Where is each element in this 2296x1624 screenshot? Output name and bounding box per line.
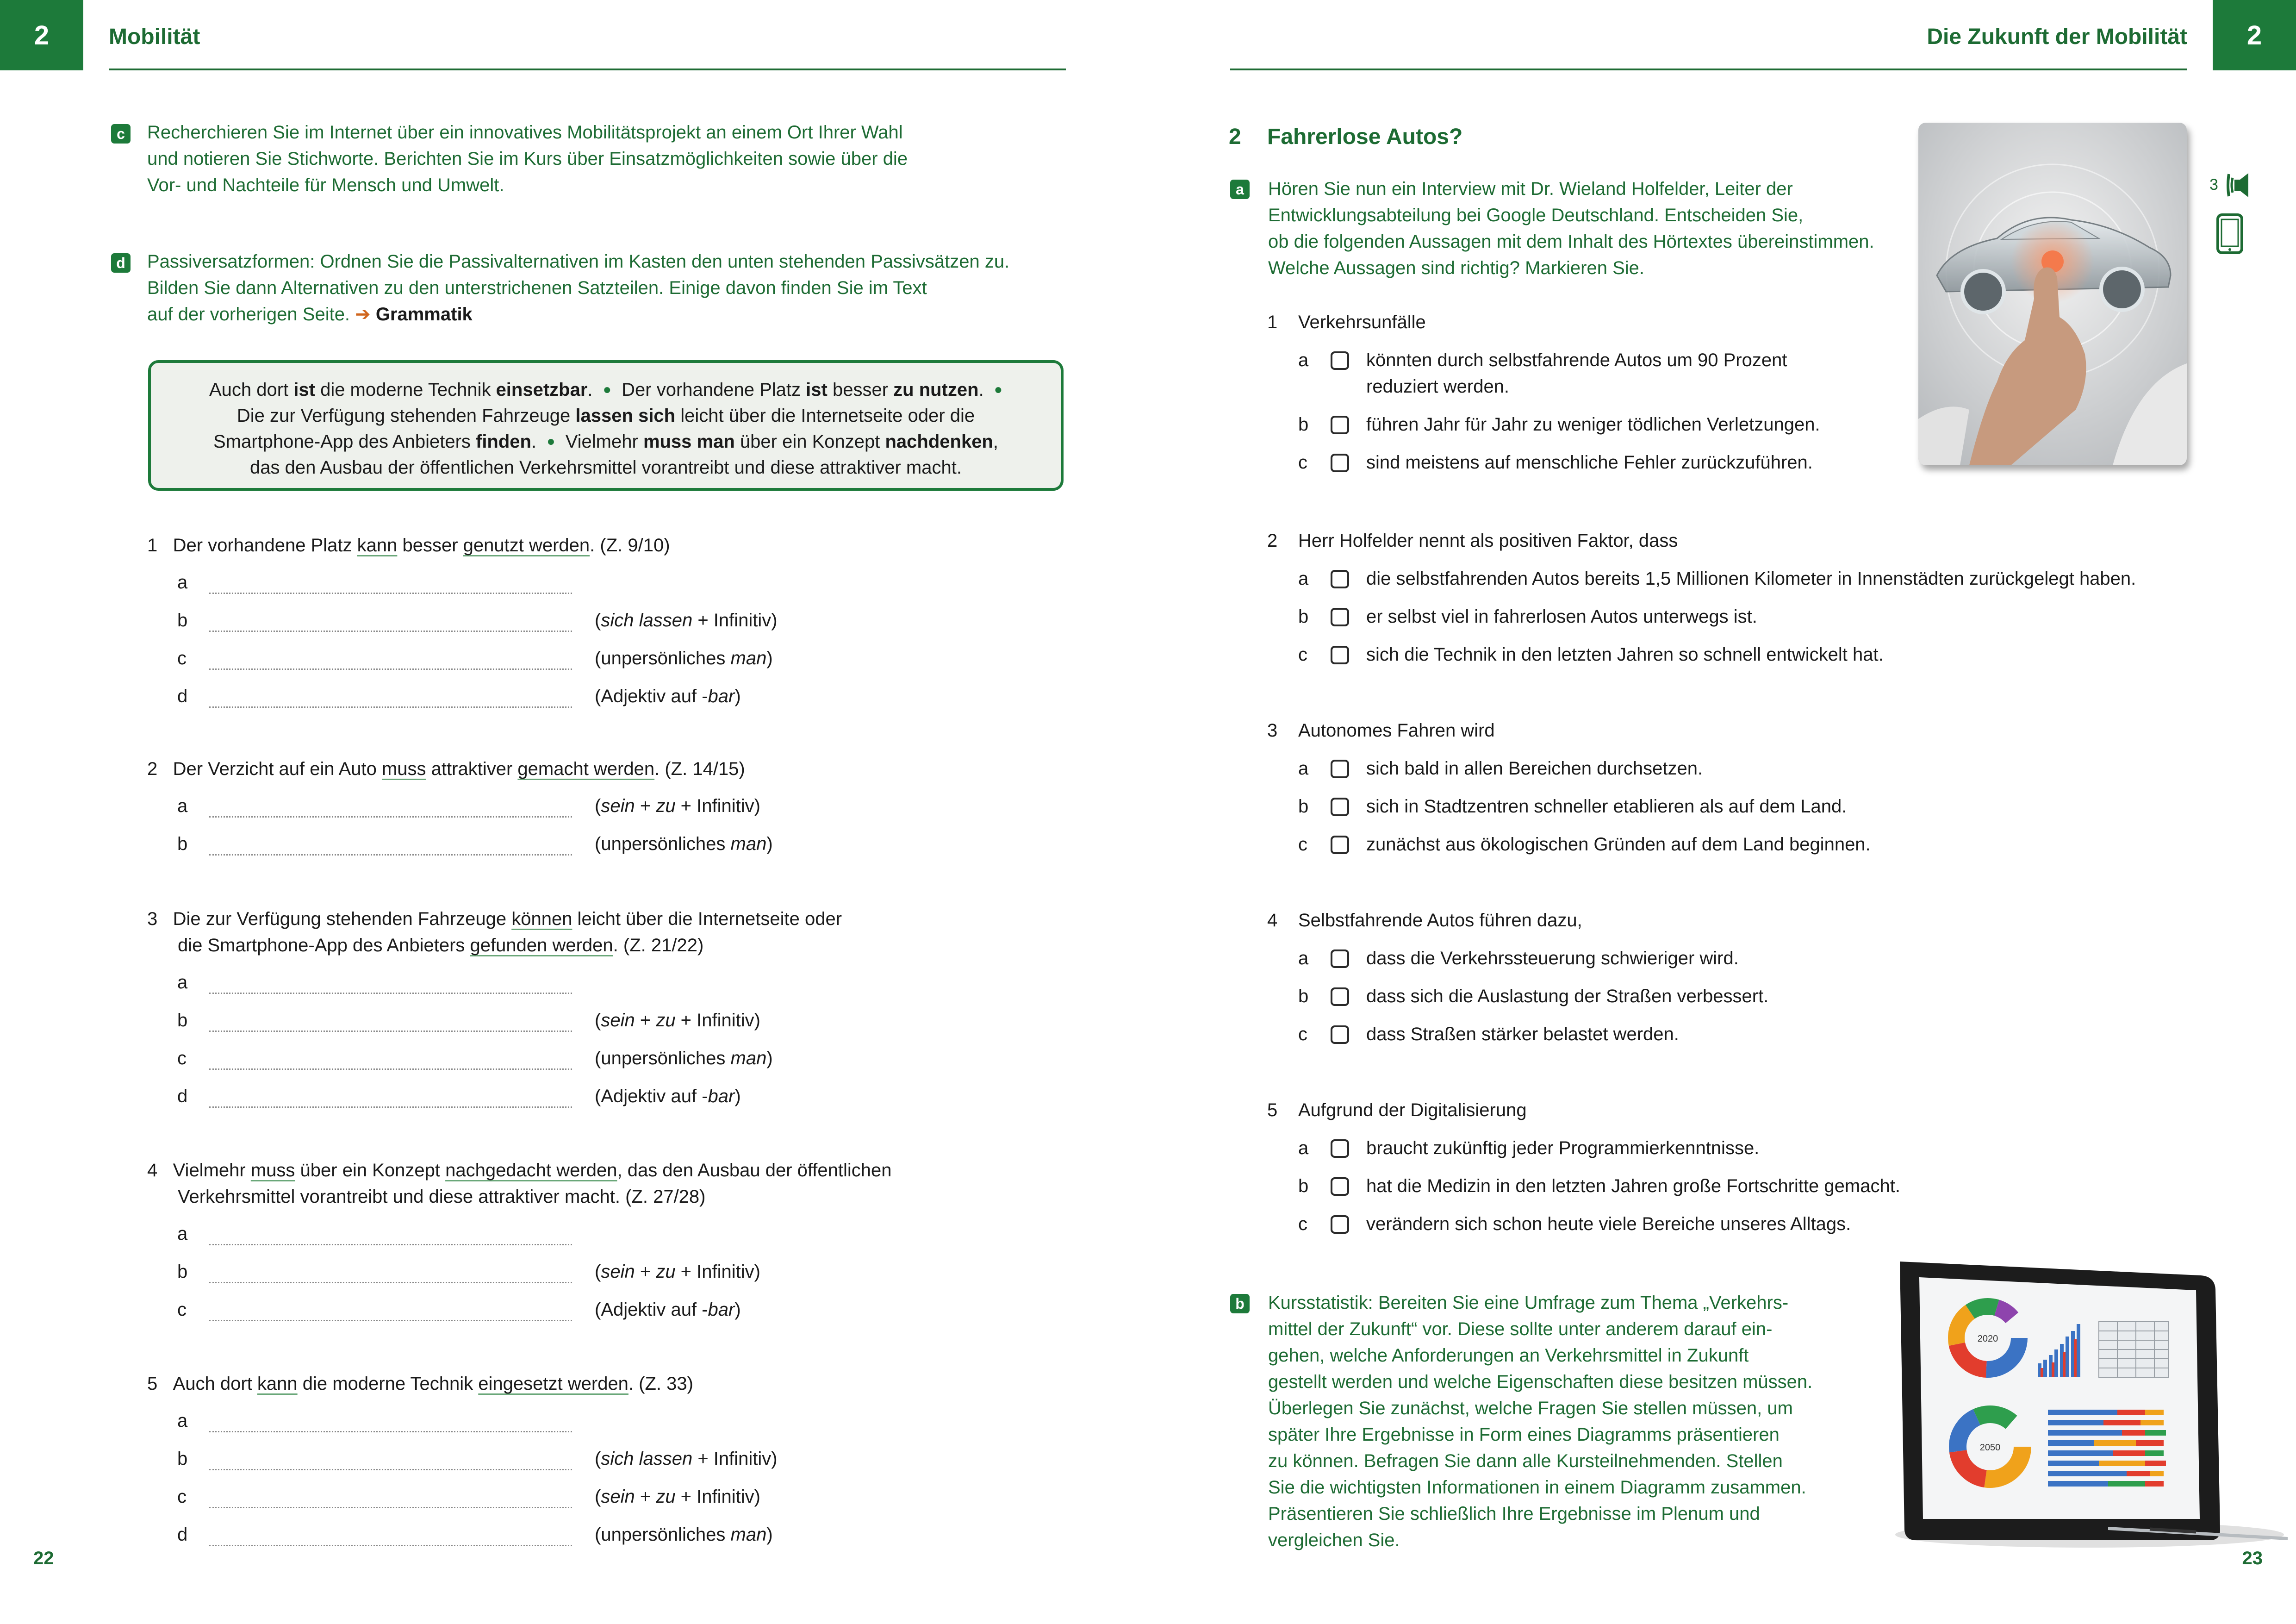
- donut-label-2050: 2050: [1979, 1443, 2001, 1453]
- option-text: [1366, 1211, 1851, 1237]
- answer-checkbox[interactable]: [1331, 760, 1349, 778]
- hint-text: (unpersönliches man): [595, 648, 773, 668]
- answer-checkbox[interactable]: [1331, 987, 1349, 1006]
- option-text-line: dass sich die Auslastung der Straßen verbessert.: [1366, 986, 1769, 1006]
- header-rule-left: [109, 69, 1066, 70]
- question-stem: Aufgrund der Digitalisierung: [1298, 1100, 1527, 1120]
- answer-checkbox[interactable]: [1331, 1177, 1349, 1196]
- exercise-4-sentence: 4 Vielmehr muss über ein Konzept nachgedacht werden, das den Ausbau der öffentlichen Verkehrsmittel vorantreibt und diese attraktiver macht. (Z. 27/28): [147, 1160, 892, 1207]
- instruction-line: und notieren Sie Stichworte. Berichten Sie im Kurs über Einsatzmöglichkeiten sowie über die: [147, 149, 908, 169]
- task-badge-c: c: [111, 124, 131, 144]
- track-number: 3: [2209, 176, 2218, 194]
- chapter-number-left: [0, 0, 83, 70]
- hint-text: (unpersönliches man): [595, 834, 773, 854]
- answer-letter: c: [177, 648, 187, 668]
- tablet-statistics-illustration: [1891, 1257, 2289, 1558]
- option-text-line: braucht zukünftig jeder Programmierkenntnisse.: [1366, 1138, 1760, 1158]
- option-text: [1366, 450, 1813, 476]
- answer-letter: a: [177, 1224, 188, 1244]
- option-text-line: sich in Stadtzentren schneller etablieren als auf dem Land.: [1366, 796, 1847, 817]
- answer-letter: c: [177, 1487, 187, 1507]
- answer-line[interactable]: [209, 1068, 572, 1070]
- instruction-line: Überlegen Sie zunächst, welche Fragen Sie stellen müssen, um: [1268, 1398, 1793, 1418]
- answer-line[interactable]: [209, 1282, 572, 1283]
- hint-text: (sein + zu + Infinitiv): [595, 1487, 760, 1507]
- option-letter: a: [1298, 350, 1309, 370]
- answer-checkbox[interactable]: [1331, 608, 1349, 626]
- answer-line[interactable]: [209, 1507, 572, 1508]
- instruction-line: Sie die wichtigsten Informationen in einem Diagramm zusammen.: [1268, 1477, 1806, 1498]
- answer-letter: a: [177, 796, 188, 816]
- answer-letter: d: [177, 1524, 188, 1545]
- question-number: 4: [1267, 910, 1278, 931]
- question-stem: Verkehrsunfälle: [1298, 312, 1426, 332]
- arrow-right-icon: ➔: [355, 304, 371, 325]
- option-text-line: könnten durch selbstfahrende Autos um 90 Prozent: [1366, 350, 1787, 370]
- option-letter: a: [1298, 568, 1309, 589]
- instruction-line: Kursstatistik: Bereiten Sie eine Umfrage zum Thema „Verkehrs-: [1268, 1293, 1789, 1313]
- answer-letter: b: [177, 1449, 188, 1469]
- hint-text: (Adjektiv auf -bar): [595, 1299, 741, 1320]
- instruction-line: Passiversatzformen: Ordnen Sie die Passivalternativen im Kasten den unten stehenden Passivsätzen zu.: [147, 251, 1010, 272]
- hint-text: (sich lassen + Infinitiv): [595, 610, 778, 631]
- option-text: [1366, 945, 1739, 972]
- task-b-instruction: [1268, 1290, 1812, 1554]
- answer-line[interactable]: [209, 1244, 572, 1245]
- exercise-2-sentence: 2 Der Verzicht auf ein Auto muss attraktiver gemacht werden. (Z. 14/15): [147, 759, 745, 779]
- instruction-line: Präsentieren Sie schließlich Ihre Ergebnisse im Plenum und: [1268, 1504, 1760, 1524]
- option-letter: c: [1298, 1214, 1307, 1234]
- exercise-1-sentence: 1 Der vorhandene Platz kann besser genutzt werden. (Z. 9/10): [147, 535, 670, 556]
- option-text-line: sind meistens auf menschliche Fehler zurückzuführen.: [1366, 452, 1813, 473]
- answer-line[interactable]: [209, 993, 572, 994]
- answer-line[interactable]: [209, 1320, 572, 1321]
- chapter-title-right: Die Zukunft der Mobilität: [1927, 25, 2187, 49]
- instruction-line: gestellt werden und welche Eigenschaften diese besitzen müssen.: [1268, 1372, 1813, 1392]
- question-number: 1: [1267, 312, 1278, 332]
- task-badge-d: d: [111, 253, 131, 273]
- chapter-number-text: 2: [34, 20, 50, 50]
- task-badge-b: b: [1230, 1294, 1250, 1313]
- answer-checkbox[interactable]: [1331, 836, 1349, 854]
- answer-checkbox[interactable]: [1331, 351, 1349, 370]
- instruction-line: vergleichen Sie.: [1268, 1530, 1400, 1550]
- grammar-box-line: das den Ausbau der öffentlichen Verkehrsmittel vorantreibt und diese attraktiver macht.: [250, 457, 962, 478]
- hint-text: (unpersönliches man): [595, 1524, 773, 1545]
- option-text-line: dass Straßen stärker belastet werden.: [1366, 1024, 1679, 1044]
- option-letter: c: [1298, 644, 1307, 665]
- instruction-line: Vor- und Nachteile für Mensch und Umwelt.: [147, 175, 504, 195]
- answer-line[interactable]: [209, 1431, 572, 1432]
- instruction-line: auf der vorherigen Seite. ➔ Grammatik: [147, 304, 473, 325]
- option-text: [1366, 412, 1820, 438]
- answer-line[interactable]: [209, 854, 572, 856]
- answer-checkbox[interactable]: [1331, 646, 1349, 664]
- option-text: [1366, 793, 1847, 820]
- option-text-line: hat die Medizin in den letzten Jahren große Fortschritte gemacht.: [1366, 1176, 1900, 1196]
- answer-letter: c: [177, 1299, 187, 1320]
- answer-checkbox[interactable]: [1331, 1139, 1349, 1158]
- speaker-icon[interactable]: [2226, 172, 2263, 200]
- question-number: 2: [1267, 531, 1278, 551]
- option-letter: a: [1298, 1138, 1309, 1158]
- grammar-box-line: Die zur Verfügung stehenden Fahrzeuge lassen sich leicht über die Internetseite oder die: [236, 406, 975, 426]
- instruction-line: Bilden Sie dann Alternativen zu den unterstrichenen Satzteilen. Einige davon finden Sie im Text: [147, 278, 927, 298]
- hint-text: (unpersönliches man): [595, 1048, 773, 1068]
- grammar-box: [148, 360, 1064, 491]
- instruction-line: Welche Aussagen sind richtig? Markieren Sie.: [1268, 258, 1645, 278]
- question-stem: Herr Holfelder nennt als positiven Faktor, dass: [1298, 531, 1678, 551]
- instruction-line: Entwicklungsabteilung bei Google Deutschland. Entscheiden Sie,: [1268, 205, 1804, 225]
- option-text-line: dass die Verkehrssteuerung schwieriger wird.: [1366, 948, 1739, 968]
- option-letter: c: [1298, 834, 1307, 855]
- hint-text: (sein + zu + Infinitiv): [595, 1262, 760, 1282]
- answer-line[interactable]: [209, 706, 572, 708]
- option-letter: b: [1298, 606, 1309, 627]
- task-d-instruction: [147, 249, 1009, 328]
- answer-line[interactable]: [209, 1545, 572, 1546]
- option-text: [1366, 642, 1884, 668]
- answer-checkbox[interactable]: [1331, 416, 1349, 434]
- option-text-line: die selbstfahrenden Autos bereits 1,5 Millionen Kilometer in Innenstädten zurückgelegt haben.: [1366, 568, 2136, 589]
- answer-line[interactable]: [209, 668, 572, 670]
- option-letter: b: [1298, 796, 1309, 817]
- instruction-line: mittel der Zukunft“ vor. Diese sollte unter anderem darauf ein-: [1268, 1319, 1773, 1339]
- option-text-line: reduziert werden.: [1366, 376, 1510, 397]
- option-text: [1366, 756, 1703, 782]
- answer-letter: a: [177, 572, 188, 593]
- hint-text: (Adjektiv auf -bar): [595, 1086, 741, 1106]
- option-text-line: sich bald in allen Bereichen durchsetzen.: [1366, 758, 1703, 779]
- option-text-line: verändern sich schon heute viele Bereiche unseres Alltags.: [1366, 1214, 1851, 1234]
- option-letter: b: [1298, 1176, 1309, 1196]
- grammar-box-line: Smartphone-App des Anbieters finden. ● Vielmehr muss man über ein Konzept nachdenken,: [213, 431, 998, 452]
- option-text: [1366, 604, 1757, 630]
- answer-letter: a: [177, 972, 188, 993]
- answer-line[interactable]: [209, 816, 572, 818]
- option-text-line: führen Jahr für Jahr zu weniger tödlichen Verletzungen.: [1366, 414, 1820, 435]
- option-text: [1366, 347, 1787, 400]
- task-c-instruction: [147, 119, 908, 199]
- answer-line[interactable]: [209, 1469, 572, 1470]
- task-a-instruction: [1268, 176, 1874, 281]
- answer-letter: b: [177, 610, 188, 631]
- hint-text: (sein + zu + Infinitiv): [595, 1010, 760, 1031]
- answer-letter: d: [177, 686, 188, 706]
- exercise-2-title: Fahrerlose Autos?: [1267, 125, 1463, 149]
- option-letter: c: [1298, 452, 1307, 473]
- question-number: 3: [1267, 720, 1278, 741]
- header-rule-right: [1230, 69, 2187, 70]
- bullet-dot-icon: ●: [603, 382, 611, 397]
- option-letter: a: [1298, 948, 1309, 968]
- option-text: [1366, 831, 1871, 858]
- option-letter: a: [1298, 758, 1309, 779]
- answer-checkbox[interactable]: [1331, 1025, 1349, 1044]
- answer-letter: a: [177, 1411, 188, 1431]
- chapter-number-right: [2213, 0, 2296, 70]
- instruction-line: zu können. Befragen Sie dann alle Kursteilnehmenden. Stellen: [1268, 1451, 1783, 1471]
- option-text-line: zunächst aus ökologischen Gründen auf dem Land beginnen.: [1366, 834, 1871, 855]
- hologram-car-illustration: [1918, 123, 2187, 465]
- answer-line[interactable]: [209, 1031, 572, 1032]
- instruction-line: ob die folgenden Aussagen mit dem Inhalt des Hörtextes übereinstimmen.: [1268, 231, 1874, 252]
- grammar-reference-link[interactable]: Grammatik: [375, 304, 473, 325]
- answer-checkbox[interactable]: [1331, 454, 1349, 472]
- answer-letter: d: [177, 1086, 188, 1106]
- task-badge-a: a: [1230, 180, 1250, 199]
- instruction-line: Recherchieren Sie im Internet über ein innovatives Mobilitätsprojekt an einem Ort Ihrer Wahl: [147, 122, 903, 143]
- bullet-dot-icon: ●: [547, 434, 555, 449]
- smartphone-icon[interactable]: [2216, 213, 2244, 257]
- bullet-dot-icon: ●: [994, 382, 1003, 397]
- answer-letter: b: [177, 1010, 188, 1031]
- option-text: [1366, 1135, 1759, 1162]
- question-stem: Autonomes Fahren wird: [1298, 720, 1495, 741]
- answer-checkbox[interactable]: [1331, 1215, 1349, 1234]
- option-text: [1366, 1021, 1679, 1048]
- option-letter: b: [1298, 986, 1309, 1006]
- grammar-box-line: Auch dort ist die moderne Technik einsetzbar. ● Der vorhandene Platz ist besser zu nutzen. ●: [209, 380, 1003, 400]
- answer-letter: b: [177, 834, 188, 854]
- hint-text: (sein + zu + Infinitiv): [595, 796, 760, 816]
- chapter-title-left: Mobilität: [109, 25, 200, 49]
- answer-checkbox[interactable]: [1331, 949, 1349, 968]
- option-letter: c: [1298, 1024, 1307, 1044]
- option-text: [1366, 566, 2136, 592]
- chapter-number-text: 2: [2246, 20, 2262, 50]
- option-letter: b: [1298, 414, 1309, 435]
- instruction-line: Hören Sie nun ein Interview mit Dr. Wieland Holfelder, Leiter der: [1268, 179, 1793, 199]
- answer-line[interactable]: [209, 631, 572, 632]
- answer-checkbox[interactable]: [1331, 798, 1349, 816]
- answer-letter: c: [177, 1048, 187, 1068]
- option-text-line: sich die Technik in den letzten Jahren so schnell entwickelt hat.: [1366, 644, 1884, 665]
- instruction-line: gehen, welche Anforderungen an Verkehrsmittel in Zukunft: [1268, 1345, 1749, 1366]
- option-text: [1366, 1173, 1900, 1199]
- answer-line[interactable]: [209, 1106, 572, 1108]
- page-number-right: 23: [2242, 1548, 2263, 1568]
- answer-checkbox[interactable]: [1331, 570, 1349, 588]
- question-number: 5: [1267, 1100, 1278, 1120]
- hint-text: (sich lassen + Infinitiv): [595, 1449, 778, 1469]
- page-number-left: 22: [33, 1548, 54, 1568]
- exercise-5-sentence: 5 Auch dort kann die moderne Technik eingesetzt werden. (Z. 33): [147, 1374, 693, 1394]
- answer-line[interactable]: [209, 593, 572, 594]
- option-text-line: er selbst viel in fahrerlosen Autos unterwegs ist.: [1366, 606, 1757, 627]
- hint-text: (Adjektiv auf -bar): [595, 686, 741, 706]
- exercise-3-sentence: 3 Die zur Verfügung stehenden Fahrzeuge können leicht über die Internetseite oder die Smartphone-App des Anbieters gefunden werden. (Z. 21/22): [147, 909, 842, 956]
- instruction-line: später Ihre Ergebnisse in Form eines Diagramms präsentieren: [1268, 1424, 1780, 1445]
- hologram-car-photo: [1918, 123, 2187, 465]
- exercise-2-number: 2: [1229, 125, 1241, 149]
- answer-letter: b: [177, 1262, 188, 1282]
- question-stem: Selbstfahrende Autos führen dazu,: [1298, 910, 1582, 931]
- donut-label-2020: 2020: [1977, 1334, 1998, 1344]
- option-text: [1366, 983, 1768, 1010]
